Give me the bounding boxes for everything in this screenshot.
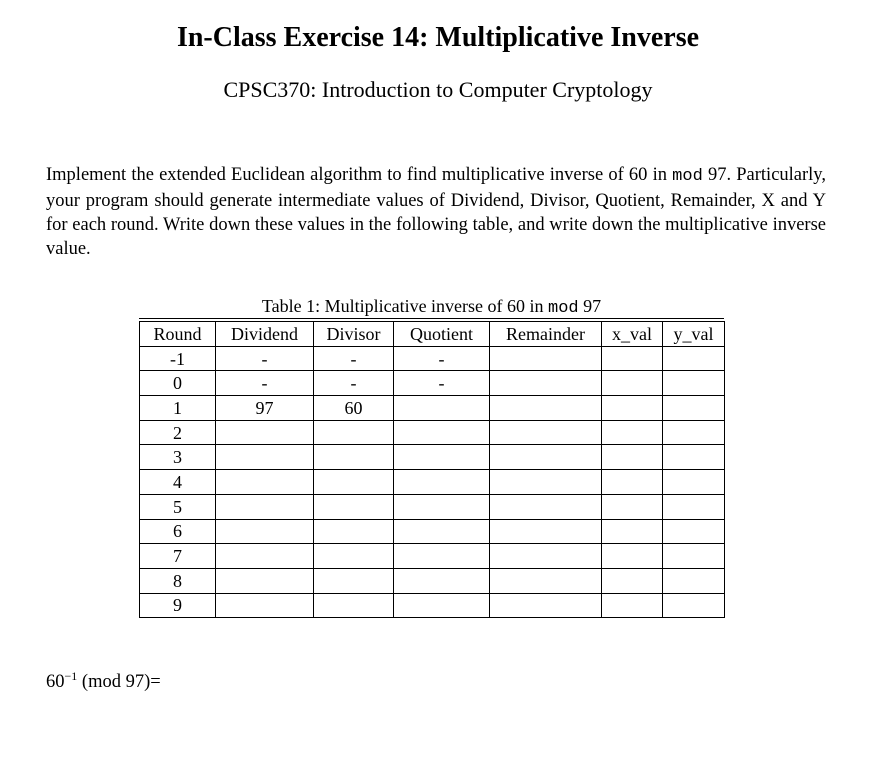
cell-divisor (314, 568, 394, 593)
cell-divisor (314, 470, 394, 495)
cell-x-val (602, 396, 663, 421)
table-row (140, 470, 725, 495)
cell-y-val (663, 470, 725, 495)
header-remainder: Remainder (490, 322, 602, 347)
header-divisor: Divisor (314, 322, 394, 347)
cell-quotient (394, 420, 490, 445)
caption-mod-keyword: mod (548, 299, 579, 318)
cell-dividend (216, 544, 314, 569)
cell-dividend: - (216, 346, 314, 371)
cell-remainder (490, 445, 602, 470)
header-round: Round (140, 322, 216, 347)
cell-y-val (663, 593, 725, 618)
cell-divisor (314, 593, 394, 618)
cell-x-val (602, 593, 663, 618)
inverse-table (139, 321, 725, 618)
cell-remainder (490, 346, 602, 371)
cell-divisor: 60 (314, 396, 394, 421)
cell-x-val (602, 371, 663, 396)
caption-value: 97 (578, 296, 602, 316)
cell-divisor: - (314, 346, 394, 371)
cell-remainder (490, 420, 602, 445)
header-y-val: y_val (663, 322, 725, 347)
table-row (140, 593, 725, 618)
cell-round: 1 (140, 396, 216, 421)
cell-quotient (394, 593, 490, 618)
cell-x-val (602, 346, 663, 371)
table-row (140, 420, 725, 445)
answer-line (46, 663, 161, 695)
table-row (140, 445, 725, 470)
cell-x-val (602, 519, 663, 544)
cell-divisor (314, 420, 394, 445)
cell-divisor (314, 494, 394, 519)
caption-text: Table 1: Multiplicative inverse of 60 in (261, 296, 549, 316)
cell-divisor: - (314, 371, 394, 396)
cell-y-val (663, 371, 725, 396)
cell-x-val (602, 568, 663, 593)
cell-remainder (490, 396, 602, 421)
table-row (140, 568, 725, 593)
table-row (140, 371, 725, 396)
cell-quotient (394, 396, 490, 421)
cell-remainder (490, 544, 602, 569)
cell-round: 0 (140, 371, 216, 396)
header-dividend: Dividend (216, 322, 314, 347)
cell-y-val (663, 445, 725, 470)
cell-quotient (394, 544, 490, 569)
table-row (140, 544, 725, 569)
cell-y-val (663, 519, 725, 544)
cell-dividend (216, 420, 314, 445)
cell-y-val (663, 396, 725, 421)
header-x-val: x_val (602, 322, 663, 347)
cell-remainder (490, 568, 602, 593)
cell-y-val (663, 568, 725, 593)
cell-dividend: - (216, 371, 314, 396)
cell-divisor (314, 519, 394, 544)
cell-x-val (602, 544, 663, 569)
cell-y-val (663, 346, 725, 371)
cell-remainder (490, 593, 602, 618)
course-subtitle: CPSC370: Introduction to Computer Cryptology (223, 77, 653, 102)
prompt-text-start: Implement the extended Euclidean algorithm to find multiplicative inverse of 60 in (46, 165, 673, 185)
cell-remainder (490, 519, 602, 544)
cell-dividend (216, 593, 314, 618)
cell-round: 4 (140, 470, 216, 495)
table-header-row (140, 322, 725, 347)
cell-remainder (490, 494, 602, 519)
answer-modulus: (mod 97)= (77, 672, 161, 692)
cell-x-val (602, 494, 663, 519)
cell-y-val (663, 544, 725, 569)
cell-dividend (216, 494, 314, 519)
answer-exponent: −1 (64, 669, 78, 683)
table-row (140, 494, 725, 519)
inverse-table-container (139, 318, 724, 618)
cell-dividend (216, 519, 314, 544)
cell-quotient (394, 519, 490, 544)
cell-divisor (314, 544, 394, 569)
cell-round: 6 (140, 519, 216, 544)
cell-dividend (216, 445, 314, 470)
cell-dividend (216, 568, 314, 593)
cell-quotient: - (394, 346, 490, 371)
table-caption (139, 294, 724, 321)
table-row (140, 519, 725, 544)
prompt-text-end: 97. Particularly, your program should generate intermediate values of Dividend, Divisor, Quotient, Remainder, X and Y for each round. Write down these values in the following table, and write down the multiplicative inverse value. (46, 165, 826, 259)
cell-round: 2 (140, 420, 216, 445)
exercise-prompt (46, 163, 826, 261)
cell-dividend (216, 470, 314, 495)
header-quotient: Quotient (394, 322, 490, 347)
table-body (140, 346, 725, 618)
cell-round: 3 (140, 445, 216, 470)
cell-round: -1 (140, 346, 216, 371)
cell-x-val (602, 470, 663, 495)
answer-base: 60 (46, 672, 65, 692)
cell-divisor (314, 445, 394, 470)
cell-round: 8 (140, 568, 216, 593)
cell-round: 7 (140, 544, 216, 569)
cell-remainder (490, 371, 602, 396)
cell-quotient (394, 445, 490, 470)
cell-quotient (394, 470, 490, 495)
cell-y-val (663, 494, 725, 519)
table-row (140, 346, 725, 371)
cell-remainder (490, 470, 602, 495)
cell-x-val (602, 420, 663, 445)
prompt-mod-keyword: mod (672, 167, 703, 186)
table-row (140, 396, 725, 421)
exercise-title: In-Class Exercise 14: Multiplicative Inverse (176, 22, 700, 53)
cell-quotient: - (394, 371, 490, 396)
cell-quotient (394, 494, 490, 519)
cell-dividend: 97 (216, 396, 314, 421)
cell-y-val (663, 420, 725, 445)
cell-x-val (602, 445, 663, 470)
cell-quotient (394, 568, 490, 593)
cell-round: 5 (140, 494, 216, 519)
cell-round: 9 (140, 593, 216, 618)
